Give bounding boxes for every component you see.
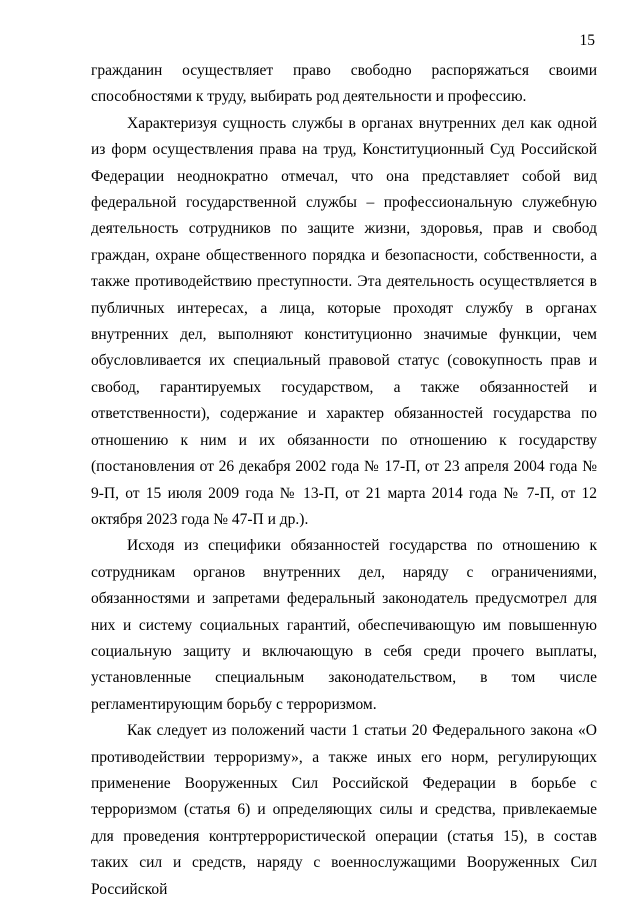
paragraph-counter-terrorism-law: Как следует из положений части 1 статьи 20 Федерального закона «О противодействии терроризму», а также иных его норм, регулирующих применение Вооруженных Сил Российской Федерации в борьбе с терроризмом (статья 6) и определяющих силы и средства, привлекаемые для проведения контртеррористической операции (статья 15), в состав таких сил и средств, наряду с военнослужащими Вооруженных Сил Российской (91, 722, 597, 898)
paragraph-social-guarantees: Исходя из специфики обязанностей государства по отношению к сотрудникам органов внутренних дел, наряду с ограничениями, обязанностями и запретами федеральный законодатель предусмотрел для них и систему социальных гарантий, обеспечивающую им повышенную социальную защиту и включающую в себя среди прочего выплаты, установленные специальным законодательством, в том числе регламентирующим борьбу с терроризмом. (91, 537, 597, 713)
document-body (91, 58, 597, 903)
paragraph-constitutional-court: Характеризуя сущность службы в органах внутренних дел как одной из форм осуществления права на труд, Конституционный Суд Российской Федерации неоднократно отмечал, что она представляет собой вид федеральной государственной службы – профессиональную служебную деятельность сотрудников по защите жизни, здоровья, прав и свобод граждан, охране общественного порядка и безопасности, собственности, а также противодействию преступности. Эта деятельность осуществляется в публичных интересах, а лица, которые проходят службу в органах внутренних дел, выполняют конституционно значимые функции, чем обусловливается их специальный правовой статус (совокупность прав и свобод, гарантируемых государством, а также обязанностей и ответственности), содержание и характер обязанностей государства по отношению к ним и их обязанности по отношению к государству (постановления от 26 декабря 2002 года № 17-П, от 23 апреля 2004 года № 9-П, от 15 июля 2009 года № 13-П, от 21 марта 2014 года № 7-П, от 12 октября 2023 года № 47-П и др.). (91, 114, 597, 528)
page-number: 15 (579, 32, 595, 49)
paragraph-continuation: гражданин осуществляет право свободно распоряжаться своими способностями к труду, выбирать род деятельности и профессию. (91, 62, 597, 106)
